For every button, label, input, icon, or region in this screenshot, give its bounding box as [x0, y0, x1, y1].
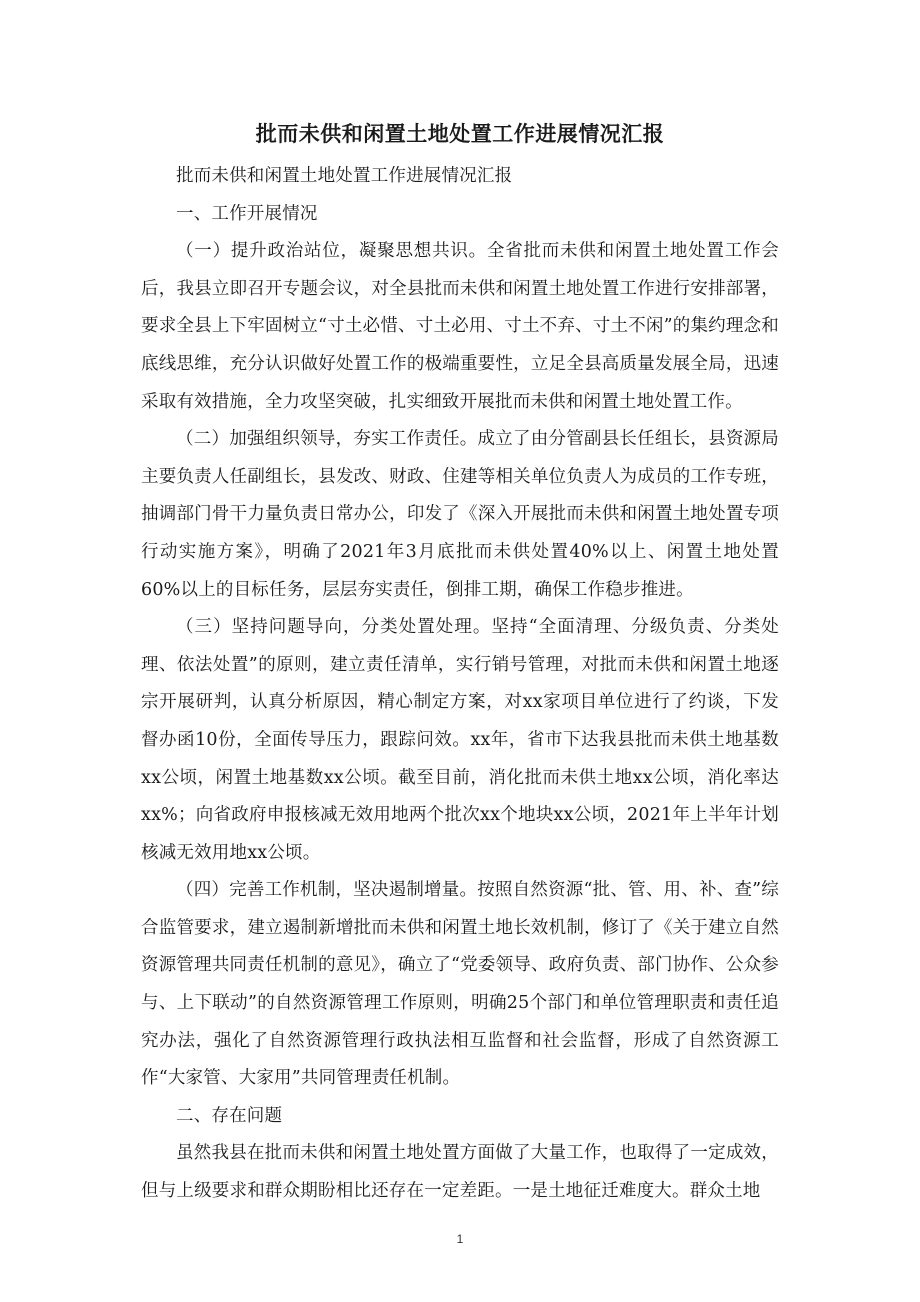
paragraph-problems: 虽然我县在批而未供和闲置土地处置方面做了大量工作，也取得了一定成效，但与上级要求和群众期盼相比还存在一定差距。一是土地征迁难度大。群众土地: [141, 1143, 779, 1202]
paragraph-item-2: （二）加强组织领导，夯实工作责任。成立了由分管副县长任组长，县资源局主要负责人任副组长，县发改、财政、住建等相关单位负责人为成员的工作专班，抽调部门骨干力量负责日常办公，印发了《深入开展批而未供和闲置土地处置专项行动实施方案》，明确了2021年3月底批而未供处置40%以上、闲置土地处置60%以上的目标任务，层层夯实责任，倒排工期，确保工作稳步推进。: [141, 429, 779, 600]
document-body: [141, 158, 779, 1211]
paragraph-item-1: （一）提升政治站位，凝聚思想共识。全省批而未供和闲置土地处置工作会后，我县立即召开专题会议，对全县批而未供和闲置土地处置工作进行安排部署，要求全县上下牢固树立“寸土必惜、寸土必用、寸土不弃、寸土不闲”的集约理念和底线思维，充分认识做好处置工作的极端重要性，立足全县高质量发展全局，迅速采取有效措施，全力攻坚突破，扎实细致开展批而未供和闲置土地处置工作。: [141, 241, 779, 412]
subtitle-paragraph: 批而未供和闲置土地处置工作进展情况汇报: [176, 166, 513, 186]
document-title: 批而未供和闲置土地处置工作进展情况汇报: [255, 121, 665, 146]
paragraph-item-4: （四）完善工作机制，坚决遏制增量。按照自然资源“批、管、用、补、查”综合监管要求，建立遏制新增批而未供和闲置土地长效机制，修订了《关于建立自然资源管理共同责任机制的意见》，确立了“党委领导、政府负责、部门协作、公众参与、上下联动”的自然资源管理工作原则，明确25个部门和单位管理职责和责任追究办法，强化了自然资源管理行政执法相互监督和社会监督，形成了自然资源工作“大家管、大家用”共同管理责任机制。: [141, 880, 779, 1089]
paragraph-item-3: （三）坚持问题导向，分类处置处理。坚持“全面清理、分级负责、分类处理、依法处置”的原则，建立责任清单，实行销号管理，对批而未供和闲置土地逐宗开展研判，认真分析原因，精心制定方案，对xx家项目单位进行了约谈，下发督办函10份，全面传导压力，跟踪问效。xx年，省市下达我县批而未供土地基数xx公顷，闲置土地基数xx公顷。截至目前，消化批而未供土地xx公顷，消化率达xx%；向省政府申报核减无效用地两个批次xx个地块xx公顷，2021年上半年计划核减无效用地xx公顷。: [141, 617, 779, 863]
section-heading-work-progress: 一、工作开展情况: [176, 203, 318, 224]
page-number: 1: [456, 1232, 464, 1246]
section-heading-problems: 二、存在问题: [176, 1105, 283, 1126]
